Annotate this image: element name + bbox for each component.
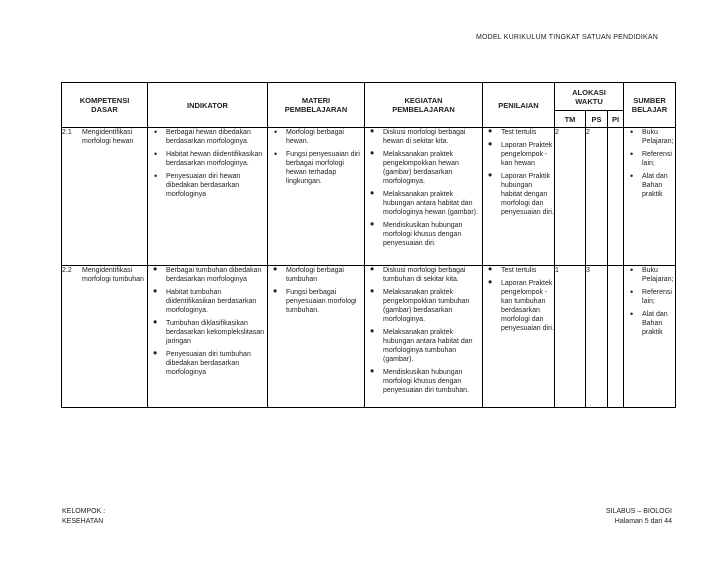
list-item: • Berbagai tumbuhan dibedakan berdasarkan morfologinya	[148, 266, 267, 284]
penilaian-cell	[483, 266, 555, 408]
penilaian-cell	[483, 128, 555, 266]
document-header: MODEL KURIKULUM TINGKAT SATUAN PENDIDIKAN	[475, 34, 658, 41]
kegiatan-cell	[365, 128, 483, 266]
list-item: • Tumbuhan diklasifikasikan berdasarkan kekomplekslitasan jaringan	[148, 319, 267, 346]
list-item: • Laporan Praktek pengelompok -kan hewan	[483, 141, 554, 168]
footer-group	[62, 507, 105, 527]
header-pi: PI	[608, 111, 624, 128]
list-item: • Melaksanakan praktek pengelompokkan tumbuhan (gambar) berdasarkan morfologinya.	[365, 288, 482, 324]
ps-value: 3	[586, 266, 608, 408]
syllabus-table	[61, 82, 676, 408]
list-item: • Referensi lain;	[624, 150, 675, 168]
list-item: • Mendiskusikan hubungan morfologi khusus dengan penyesuaian diri.	[365, 221, 482, 248]
materi-cell	[268, 128, 365, 266]
list-item: • Habitat tumbuhan diidentifikasikan berdasarkan morfologinya.	[148, 288, 267, 315]
header-kegiatan: KEGIATAN PEMBELAJARAN	[365, 83, 483, 128]
list-item: • Test tertulis	[483, 128, 554, 137]
list-item: • Penyesuaian diri hewan dibedakan berdasarkan morfologinya	[148, 172, 267, 199]
table-row	[62, 266, 676, 408]
header-tm: TM	[555, 111, 586, 128]
footer-subject: SILABUS – BIOLOGI	[605, 508, 672, 515]
indikator-cell	[148, 266, 268, 408]
sumber-cell	[624, 266, 676, 408]
pi-value	[608, 266, 624, 408]
header-penilaian: PENILAIAN	[483, 83, 555, 128]
kd-number: 2.1	[62, 129, 72, 136]
list-item: • Morfologi berbagai tumbuhan	[268, 266, 364, 284]
header-ps: PS	[586, 111, 608, 128]
list-item: • Melaksanakan praktek pengelompokkan hewan (gambar) berdasarkan morfologinya.	[365, 150, 482, 186]
header-sumber: SUMBER BELAJAR	[624, 83, 676, 128]
kd-number: 2.2	[62, 267, 72, 274]
header-kompetensi: KOMPETENSI DASAR	[62, 83, 148, 128]
kompetensi-cell	[62, 128, 148, 266]
header-materi: MATERI PEMBELAJARAN	[268, 83, 365, 128]
list-item: • Test tertulis	[483, 266, 554, 275]
list-item: • Fungsi penyesuaian diri berbagai morfologi hewan terhadap lingkungan.	[268, 150, 364, 186]
list-item: • Laporan Praktik hubungan habitat dengan morfologi dan penyesuaian diri.	[483, 172, 554, 217]
table-row	[62, 128, 676, 266]
materi-cell	[268, 266, 365, 408]
list-item: • Penyesuaian diri tumbuhan dibedakan berdasarkan morfologinya	[148, 350, 267, 377]
footer-page-info	[606, 507, 672, 527]
list-item: • Mendiskusikan hubungan morfologi khusus dengan penyesuaian diri tumbuhan.	[365, 368, 482, 395]
list-item: • Laporan Praktek pengelompok -kan tumbuhan berdasarkan morfologi dan penyesuaian diri.	[483, 279, 554, 333]
footer-kelompok-value: KESEHATAN	[62, 518, 104, 525]
sumber-cell	[624, 128, 676, 266]
tm-value: 2	[555, 128, 586, 266]
list-item: • Referensi lain;	[624, 288, 675, 306]
list-item: • Alat dan Bahan praktik	[624, 310, 675, 337]
list-item: • Fungsi berbagai penyesuaian morfologi tumbuhan.	[268, 288, 364, 315]
kegiatan-cell	[365, 266, 483, 408]
footer-kelompok-label: KELOMPOK :	[62, 508, 106, 515]
list-item: • Melaksanakan praktek hubungan antara habitat dan morfologinya hewan (gambar).	[365, 190, 482, 217]
header-indikator: INDIKATOR	[148, 83, 268, 128]
list-item: • Habitat hewan diidentifikasikan berdasarkan morfologinya.	[148, 150, 267, 168]
list-item: • Berbagai hewan dibedakan berdasarkan morfologinya.	[148, 128, 267, 146]
list-item: • Buku Pelajaran;	[624, 128, 675, 146]
pi-value	[608, 128, 624, 266]
list-item: • Diskusi morfologi berbagai hewan di sekitar kita.	[365, 128, 482, 146]
kd-text: Mengidentifikasi morfologi hewan	[82, 129, 134, 145]
ps-value: 2	[586, 128, 608, 266]
header-alokasi: ALOKASI WAKTU	[555, 83, 624, 111]
kd-text: Mengidentifikasi morfologi tumbuhan	[82, 267, 144, 283]
footer-page-number: Halaman 5 dari 44	[614, 518, 672, 525]
tm-value: 1	[555, 266, 586, 408]
list-item: • Buku Pelajaran;	[624, 266, 675, 284]
list-item: • Alat dan Bahan praktik	[624, 172, 675, 199]
list-item: • Morfologi berbagai hewan.	[268, 128, 364, 146]
indikator-cell	[148, 128, 268, 266]
list-item: • Diskusi morfologi berbagai tumbuhan di sekitar kita.	[365, 266, 482, 284]
list-item: • Melaksanakan praktek hubungan antara habitat dan morfologinya tumbuhan (gambar).	[365, 328, 482, 364]
kompetensi-cell	[62, 266, 148, 408]
